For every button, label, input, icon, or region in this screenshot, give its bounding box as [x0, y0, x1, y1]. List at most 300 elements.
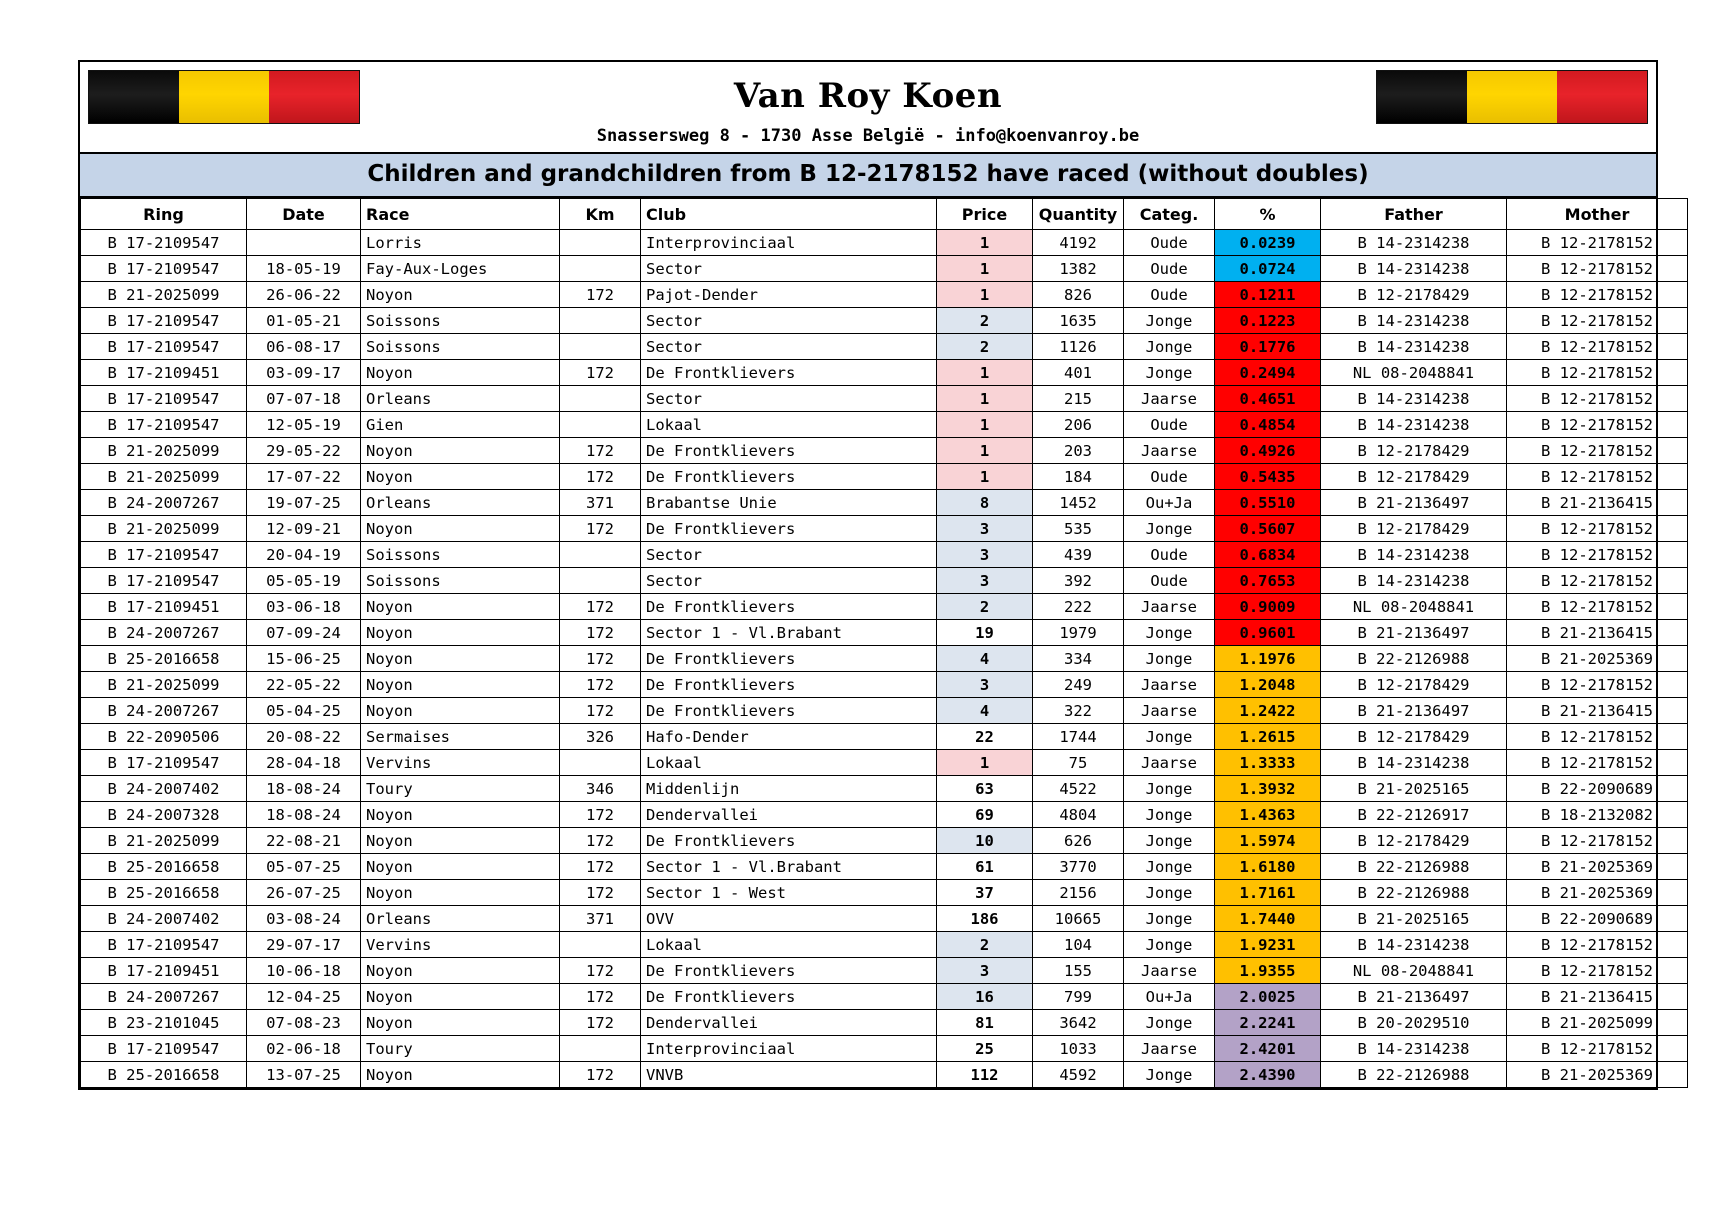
- cell-race: Noyon: [361, 646, 560, 672]
- table-row: [81, 464, 1688, 490]
- cell-ring: B 17-2109547: [81, 334, 247, 360]
- cell-race: Noyon: [361, 854, 560, 880]
- cell-km: [560, 412, 641, 438]
- cell-mother: B 21-2025099: [1507, 1010, 1688, 1036]
- cell-club: De Frontklievers: [641, 828, 937, 854]
- cell-percent: 1.3932: [1215, 776, 1321, 802]
- cell-mother: B 12-2178152: [1507, 282, 1688, 308]
- cell-club: Sector: [641, 386, 937, 412]
- cell-race: Noyon: [361, 360, 560, 386]
- cell-mother: B 21-2136415: [1507, 620, 1688, 646]
- table-row: [81, 646, 1688, 672]
- cell-quantity: 3642: [1033, 1010, 1124, 1036]
- cell-ring: B 21-2025099: [81, 672, 247, 698]
- cell-ring: B 25-2016658: [81, 646, 247, 672]
- cell-categ: Jaarse: [1124, 698, 1215, 724]
- cell-race: Noyon: [361, 516, 560, 542]
- cell-km: 172: [560, 854, 641, 880]
- table-row: [81, 568, 1688, 594]
- cell-ring: B 17-2109547: [81, 256, 247, 282]
- cell-date: 12-05-19: [247, 412, 361, 438]
- cell-categ: Oude: [1124, 464, 1215, 490]
- cell-date: 05-05-19: [247, 568, 361, 594]
- table-row: [81, 386, 1688, 412]
- cell-percent: 0.2494: [1215, 360, 1321, 386]
- cell-price: 1: [937, 360, 1033, 386]
- cell-categ: Jonge: [1124, 854, 1215, 880]
- table-row: [81, 984, 1688, 1010]
- cell-km: 172: [560, 1062, 641, 1088]
- cell-ring: B 25-2016658: [81, 1062, 247, 1088]
- cell-mother: B 12-2178152: [1507, 542, 1688, 568]
- cell-percent: 0.1211: [1215, 282, 1321, 308]
- cell-categ: Jaarse: [1124, 1036, 1215, 1062]
- cell-race: Toury: [361, 776, 560, 802]
- cell-race: Soissons: [361, 308, 560, 334]
- cell-father: B 12-2178429: [1321, 464, 1507, 490]
- cell-ring: B 24-2007267: [81, 620, 247, 646]
- cell-ring: B 17-2109547: [81, 308, 247, 334]
- cell-club: De Frontklievers: [641, 594, 937, 620]
- cell-categ: Oude: [1124, 568, 1215, 594]
- column-header-club: Club: [641, 199, 937, 230]
- cell-club: De Frontklievers: [641, 646, 937, 672]
- cell-mother: B 21-2025369: [1507, 880, 1688, 906]
- cell-club: De Frontklievers: [641, 698, 937, 724]
- cell-club: Sector: [641, 334, 937, 360]
- cell-father: B 14-2314238: [1321, 230, 1507, 256]
- cell-percent: 0.4651: [1215, 386, 1321, 412]
- cell-km: 172: [560, 672, 641, 698]
- cell-price: 1: [937, 256, 1033, 282]
- cell-father: B 22-2126988: [1321, 880, 1507, 906]
- cell-date: 20-04-19: [247, 542, 361, 568]
- cell-date: 12-04-25: [247, 984, 361, 1010]
- cell-race: Noyon: [361, 828, 560, 854]
- table-row: [81, 854, 1688, 880]
- cell-mother: B 12-2178152: [1507, 256, 1688, 282]
- cell-price: 4: [937, 698, 1033, 724]
- cell-percent: 0.4854: [1215, 412, 1321, 438]
- cell-club: Sector: [641, 542, 937, 568]
- cell-date: 01-05-21: [247, 308, 361, 334]
- cell-father: B 14-2314238: [1321, 1036, 1507, 1062]
- cell-ring: B 17-2109547: [81, 230, 247, 256]
- cell-price: 3: [937, 542, 1033, 568]
- cell-club: Sector: [641, 308, 937, 334]
- cell-km: 172: [560, 620, 641, 646]
- cell-km: 172: [560, 282, 641, 308]
- cell-ring: B 24-2007267: [81, 698, 247, 724]
- cell-km: 172: [560, 464, 641, 490]
- table-row: [81, 230, 1688, 256]
- cell-categ: Jonge: [1124, 1062, 1215, 1088]
- cell-club: Sector 1 - Vl.Brabant: [641, 620, 937, 646]
- table-row: [81, 594, 1688, 620]
- cell-date: 17-07-22: [247, 464, 361, 490]
- cell-father: B 14-2314238: [1321, 334, 1507, 360]
- cell-date: 03-08-24: [247, 906, 361, 932]
- cell-quantity: 799: [1033, 984, 1124, 1010]
- cell-quantity: 4522: [1033, 776, 1124, 802]
- cell-price: 16: [937, 984, 1033, 1010]
- belgium-flag-icon: [1376, 70, 1648, 124]
- cell-categ: Jaarse: [1124, 386, 1215, 412]
- cell-date: 22-05-22: [247, 672, 361, 698]
- cell-km: [560, 932, 641, 958]
- cell-mother: B 12-2178152: [1507, 958, 1688, 984]
- cell-price: 22: [937, 724, 1033, 750]
- cell-percent: 1.6180: [1215, 854, 1321, 880]
- page-title: Van Roy Koen: [733, 76, 1003, 116]
- cell-price: 69: [937, 802, 1033, 828]
- cell-price: 63: [937, 776, 1033, 802]
- cell-percent: 0.5607: [1215, 516, 1321, 542]
- cell-percent: 2.4201: [1215, 1036, 1321, 1062]
- cell-percent: 0.1776: [1215, 334, 1321, 360]
- cell-date: 15-06-25: [247, 646, 361, 672]
- cell-quantity: 10665: [1033, 906, 1124, 932]
- cell-km: [560, 308, 641, 334]
- cell-price: 61: [937, 854, 1033, 880]
- cell-ring: B 17-2109547: [81, 568, 247, 594]
- cell-price: 2: [937, 594, 1033, 620]
- cell-percent: 1.2422: [1215, 698, 1321, 724]
- cell-race: Soissons: [361, 334, 560, 360]
- cell-mother: B 18-2132082: [1507, 802, 1688, 828]
- cell-quantity: 215: [1033, 386, 1124, 412]
- cell-mother: B 12-2178152: [1507, 360, 1688, 386]
- contact-line: Snassersweg 8 - 1730 Asse België - info@koenvanroy.be: [596, 126, 1140, 146]
- cell-price: 2: [937, 334, 1033, 360]
- cell-father: B 12-2178429: [1321, 724, 1507, 750]
- table-row: [81, 906, 1688, 932]
- table-row: [81, 698, 1688, 724]
- cell-ring: B 25-2016658: [81, 854, 247, 880]
- cell-race: Orleans: [361, 490, 560, 516]
- column-header-mother: Mother: [1507, 199, 1688, 230]
- cell-date: 20-08-22: [247, 724, 361, 750]
- cell-father: B 21-2136497: [1321, 490, 1507, 516]
- cell-mother: B 12-2178152: [1507, 594, 1688, 620]
- cell-ring: B 22-2090506: [81, 724, 247, 750]
- cell-categ: Jonge: [1124, 776, 1215, 802]
- cell-race: Noyon: [361, 1010, 560, 1036]
- cell-quantity: 222: [1033, 594, 1124, 620]
- report-sheet: [78, 60, 1658, 1090]
- cell-father: B 21-2025165: [1321, 776, 1507, 802]
- column-header-km: Km: [560, 199, 641, 230]
- cell-categ: Jonge: [1124, 646, 1215, 672]
- cell-race: Sermaises: [361, 724, 560, 750]
- cell-price: 2: [937, 932, 1033, 958]
- cell-percent: 2.2241: [1215, 1010, 1321, 1036]
- cell-categ: Jonge: [1124, 828, 1215, 854]
- cell-quantity: 4592: [1033, 1062, 1124, 1088]
- cell-club: Sector 1 - Vl.Brabant: [641, 854, 937, 880]
- cell-race: Toury: [361, 1036, 560, 1062]
- cell-categ: Jaarse: [1124, 672, 1215, 698]
- cell-race: Noyon: [361, 880, 560, 906]
- cell-ring: B 21-2025099: [81, 438, 247, 464]
- cell-father: B 21-2025165: [1321, 906, 1507, 932]
- cell-price: 1: [937, 282, 1033, 308]
- cell-club: OVV: [641, 906, 937, 932]
- cell-date: 10-06-18: [247, 958, 361, 984]
- cell-club: Middenlijn: [641, 776, 937, 802]
- cell-mother: B 12-2178152: [1507, 724, 1688, 750]
- cell-categ: Jaarse: [1124, 958, 1215, 984]
- table-row: [81, 776, 1688, 802]
- cell-ring: B 21-2025099: [81, 828, 247, 854]
- table-row: [81, 542, 1688, 568]
- cell-km: [560, 230, 641, 256]
- cell-km: [560, 1036, 641, 1062]
- cell-ring: B 24-2007402: [81, 776, 247, 802]
- cell-father: B 12-2178429: [1321, 516, 1507, 542]
- cell-percent: 0.0239: [1215, 230, 1321, 256]
- cell-ring: B 24-2007402: [81, 906, 247, 932]
- cell-club: Interprovinciaal: [641, 230, 937, 256]
- cell-km: 172: [560, 594, 641, 620]
- cell-date: 03-09-17: [247, 360, 361, 386]
- cell-ring: B 17-2109547: [81, 932, 247, 958]
- cell-categ: Oude: [1124, 282, 1215, 308]
- cell-mother: B 12-2178152: [1507, 386, 1688, 412]
- report-banner: Children and grandchildren from B 12-2178152 have raced (without doubles): [80, 154, 1656, 198]
- cell-club: De Frontklievers: [641, 516, 937, 542]
- cell-race: Noyon: [361, 438, 560, 464]
- cell-ring: B 17-2109547: [81, 542, 247, 568]
- cell-km: 172: [560, 360, 641, 386]
- cell-km: 371: [560, 490, 641, 516]
- cell-quantity: 206: [1033, 412, 1124, 438]
- cell-race: Soissons: [361, 542, 560, 568]
- cell-date: 07-07-18: [247, 386, 361, 412]
- cell-quantity: 1452: [1033, 490, 1124, 516]
- table-row: [81, 516, 1688, 542]
- cell-price: 3: [937, 958, 1033, 984]
- cell-ring: B 17-2109451: [81, 360, 247, 386]
- cell-race: Soissons: [361, 568, 560, 594]
- cell-father: B 12-2178429: [1321, 282, 1507, 308]
- cell-quantity: 439: [1033, 542, 1124, 568]
- cell-price: 10: [937, 828, 1033, 854]
- cell-percent: 1.2615: [1215, 724, 1321, 750]
- cell-categ: Jonge: [1124, 620, 1215, 646]
- cell-mother: B 12-2178152: [1507, 828, 1688, 854]
- cell-date: 28-04-18: [247, 750, 361, 776]
- cell-quantity: 322: [1033, 698, 1124, 724]
- table-row: [81, 672, 1688, 698]
- cell-club: Sector 1 - West: [641, 880, 937, 906]
- cell-mother: B 12-2178152: [1507, 412, 1688, 438]
- cell-categ: Jonge: [1124, 906, 1215, 932]
- results-table: [80, 198, 1688, 1088]
- table-row: [81, 1062, 1688, 1088]
- cell-club: VNVB: [641, 1062, 937, 1088]
- column-header-father: Father: [1321, 199, 1507, 230]
- cell-date: 06-08-17: [247, 334, 361, 360]
- column-header-race: Race: [361, 199, 560, 230]
- table-row: [81, 438, 1688, 464]
- cell-race: Noyon: [361, 594, 560, 620]
- cell-date: 03-06-18: [247, 594, 361, 620]
- cell-km: 172: [560, 984, 641, 1010]
- cell-percent: 0.1223: [1215, 308, 1321, 334]
- cell-ring: B 24-2007328: [81, 802, 247, 828]
- cell-race: Orleans: [361, 906, 560, 932]
- cell-percent: 1.2048: [1215, 672, 1321, 698]
- cell-km: 172: [560, 516, 641, 542]
- table-row: [81, 490, 1688, 516]
- cell-race: Vervins: [361, 932, 560, 958]
- cell-mother: B 12-2178152: [1507, 932, 1688, 958]
- cell-father: B 14-2314238: [1321, 256, 1507, 282]
- cell-percent: 2.0025: [1215, 984, 1321, 1010]
- cell-km: [560, 750, 641, 776]
- cell-km: [560, 334, 641, 360]
- table-row: [81, 256, 1688, 282]
- cell-price: 25: [937, 1036, 1033, 1062]
- cell-club: Lokaal: [641, 750, 937, 776]
- cell-categ: Ou+Ja: [1124, 490, 1215, 516]
- cell-quantity: 2156: [1033, 880, 1124, 906]
- cell-quantity: 1126: [1033, 334, 1124, 360]
- cell-quantity: 1033: [1033, 1036, 1124, 1062]
- cell-km: [560, 386, 641, 412]
- cell-date: 18-08-24: [247, 802, 361, 828]
- cell-date: 19-07-25: [247, 490, 361, 516]
- cell-quantity: 75: [1033, 750, 1124, 776]
- cell-categ: Jonge: [1124, 880, 1215, 906]
- cell-percent: 0.0724: [1215, 256, 1321, 282]
- cell-ring: B 21-2025099: [81, 282, 247, 308]
- cell-price: 1: [937, 386, 1033, 412]
- cell-father: B 12-2178429: [1321, 828, 1507, 854]
- belgium-flag-icon: [88, 70, 360, 124]
- cell-club: Sector: [641, 256, 937, 282]
- cell-categ: Oude: [1124, 412, 1215, 438]
- cell-date: 29-07-17: [247, 932, 361, 958]
- cell-percent: 0.6834: [1215, 542, 1321, 568]
- cell-categ: Jaarse: [1124, 594, 1215, 620]
- cell-percent: 0.9009: [1215, 594, 1321, 620]
- column-header-ring: Ring: [81, 199, 247, 230]
- cell-ring: B 17-2109547: [81, 386, 247, 412]
- cell-mother: B 12-2178152: [1507, 750, 1688, 776]
- cell-percent: 1.5974: [1215, 828, 1321, 854]
- table-row: [81, 750, 1688, 776]
- cell-mother: B 12-2178152: [1507, 464, 1688, 490]
- cell-father: B 22-2126988: [1321, 854, 1507, 880]
- cell-percent: 1.3333: [1215, 750, 1321, 776]
- cell-categ: Oude: [1124, 256, 1215, 282]
- cell-date: 18-08-24: [247, 776, 361, 802]
- cell-date: [247, 230, 361, 256]
- cell-mother: B 12-2178152: [1507, 516, 1688, 542]
- table-row: [81, 620, 1688, 646]
- cell-km: 172: [560, 880, 641, 906]
- cell-date: 05-07-25: [247, 854, 361, 880]
- cell-mother: B 12-2178152: [1507, 438, 1688, 464]
- cell-price: 3: [937, 672, 1033, 698]
- cell-club: Pajot-Dender: [641, 282, 937, 308]
- cell-race: Noyon: [361, 464, 560, 490]
- cell-club: Dendervallei: [641, 1010, 937, 1036]
- cell-father: B 22-2126988: [1321, 646, 1507, 672]
- cell-mother: B 12-2178152: [1507, 308, 1688, 334]
- cell-percent: 0.9601: [1215, 620, 1321, 646]
- cell-price: 4: [937, 646, 1033, 672]
- table-row: [81, 724, 1688, 750]
- cell-price: 1: [937, 464, 1033, 490]
- cell-mother: B 22-2090689: [1507, 906, 1688, 932]
- cell-race: Vervins: [361, 750, 560, 776]
- cell-mother: B 21-2136415: [1507, 490, 1688, 516]
- cell-quantity: 4192: [1033, 230, 1124, 256]
- cell-percent: 0.5510: [1215, 490, 1321, 516]
- cell-quantity: 626: [1033, 828, 1124, 854]
- table-row: [81, 282, 1688, 308]
- cell-percent: 1.9355: [1215, 958, 1321, 984]
- cell-percent: 1.9231: [1215, 932, 1321, 958]
- cell-date: 29-05-22: [247, 438, 361, 464]
- cell-price: 2: [937, 308, 1033, 334]
- table-row: [81, 1010, 1688, 1036]
- cell-quantity: 155: [1033, 958, 1124, 984]
- cell-ring: B 17-2109547: [81, 750, 247, 776]
- cell-quantity: 535: [1033, 516, 1124, 542]
- cell-categ: Jonge: [1124, 516, 1215, 542]
- cell-ring: B 24-2007267: [81, 490, 247, 516]
- cell-km: 172: [560, 646, 641, 672]
- cell-km: [560, 568, 641, 594]
- cell-mother: B 12-2178152: [1507, 334, 1688, 360]
- cell-price: 112: [937, 1062, 1033, 1088]
- cell-ring: B 17-2109547: [81, 412, 247, 438]
- cell-mother: B 21-2136415: [1507, 698, 1688, 724]
- cell-mother: B 21-2136415: [1507, 984, 1688, 1010]
- cell-price: 3: [937, 568, 1033, 594]
- table-row: [81, 1036, 1688, 1062]
- cell-categ: Jaarse: [1124, 750, 1215, 776]
- cell-quantity: 249: [1033, 672, 1124, 698]
- cell-father: B 12-2178429: [1321, 672, 1507, 698]
- cell-father: NL 08-2048841: [1321, 594, 1507, 620]
- cell-father: B 14-2314238: [1321, 542, 1507, 568]
- cell-ring: B 21-2025099: [81, 516, 247, 542]
- cell-quantity: 1744: [1033, 724, 1124, 750]
- cell-date: 26-06-22: [247, 282, 361, 308]
- cell-categ: Jonge: [1124, 932, 1215, 958]
- table-row: [81, 360, 1688, 386]
- cell-km: 326: [560, 724, 641, 750]
- cell-mother: B 21-2025369: [1507, 1062, 1688, 1088]
- cell-km: 371: [560, 906, 641, 932]
- cell-categ: Jonge: [1124, 1010, 1215, 1036]
- table-row: [81, 412, 1688, 438]
- cell-father: B 21-2136497: [1321, 984, 1507, 1010]
- cell-race: Gien: [361, 412, 560, 438]
- cell-percent: 1.4363: [1215, 802, 1321, 828]
- table-header-row: [81, 199, 1688, 230]
- cell-club: Hafo-Dender: [641, 724, 937, 750]
- cell-mother: B 21-2025369: [1507, 854, 1688, 880]
- cell-km: [560, 256, 641, 282]
- cell-ring: B 17-2109547: [81, 1036, 247, 1062]
- cell-father: NL 08-2048841: [1321, 360, 1507, 386]
